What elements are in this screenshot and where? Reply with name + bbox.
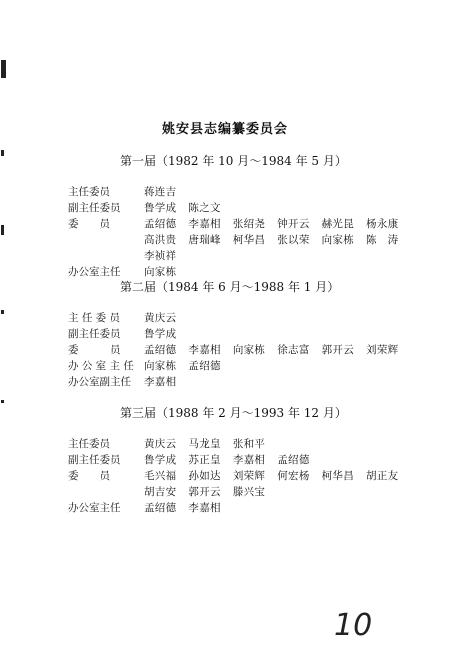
scan-mark	[1, 225, 4, 235]
member-name: 刘荣辉	[366, 344, 399, 356]
member-name: 徐志富	[277, 344, 310, 356]
page-title: 姚安县志编纂委员会	[161, 122, 288, 137]
member-name: 陈 涛	[366, 234, 399, 246]
role-label: 副主任委员	[68, 454, 121, 466]
role-label: 办 公 室 主 任	[68, 360, 134, 372]
member-name: 张以荣	[277, 234, 310, 246]
member-name: 向家栋	[232, 344, 266, 356]
member-name: 黄庆云	[144, 312, 177, 324]
member-names	[144, 326, 188, 341]
member-name: 孟绍德	[144, 218, 177, 230]
member-name: 孟绍德	[188, 360, 221, 372]
scan-mark	[1, 150, 4, 156]
member-name: 孟绍德	[277, 454, 310, 466]
member-names	[144, 200, 233, 215]
member-name: 李嘉相	[188, 218, 221, 230]
member-name: 胡正友	[366, 470, 399, 482]
member-name: 李嘉相	[188, 502, 221, 514]
role-label: 委 员	[68, 344, 121, 356]
role-label: 委 员	[68, 470, 110, 482]
member-names	[144, 500, 233, 515]
member-names	[144, 374, 188, 389]
role-label: 委 员	[68, 218, 110, 230]
member-name: 郭开云	[321, 344, 355, 356]
member-name: 郭开云	[188, 486, 221, 498]
member-name: 滕兴宝	[232, 486, 266, 498]
member-name: 孙如达	[188, 470, 221, 482]
role-label: 主任委员	[68, 438, 110, 450]
member-name: 鲁学成	[144, 328, 177, 340]
term-1-heading: 第一届（1982 年 10 月～1984 年 5 月）	[120, 154, 347, 168]
member-name: 李祯祥	[144, 250, 177, 262]
member-name: 蒋连吉	[144, 186, 177, 198]
member-names	[144, 248, 188, 263]
member-name: 李嘉相	[144, 376, 177, 388]
role-label: 主 任 委 员	[68, 312, 121, 324]
member-names	[144, 216, 410, 231]
member-name: 唐瑞峰	[188, 234, 221, 246]
member-name: 陈之文	[188, 202, 221, 214]
member-name: 胡吉安	[144, 486, 177, 498]
scan-mark	[1, 310, 4, 314]
member-names	[144, 452, 322, 467]
member-name: 刘荣辉	[232, 470, 266, 482]
member-name: 张绍尧	[232, 218, 266, 230]
term-3-heading: 第三届（1988 年 2 月～1993 年 12 月）	[120, 406, 347, 420]
term-2-heading: 第二届（1984 年 6 月～1988 年 1 月）	[120, 280, 340, 294]
member-names	[144, 468, 410, 483]
member-name: 向家栋	[321, 234, 355, 246]
member-name: 孟绍德	[144, 344, 177, 356]
member-names	[144, 358, 233, 373]
member-names	[144, 264, 188, 279]
role-label: 办公室副主任	[68, 376, 131, 388]
role-label: 办公室主任	[68, 502, 121, 514]
member-name: 李嘉相	[188, 344, 221, 356]
role-label: 办公室主任	[68, 266, 121, 278]
member-name: 钟开云	[277, 218, 310, 230]
role-label: 主任委员	[68, 186, 110, 198]
member-name: 向家栋	[144, 360, 177, 372]
scan-mark	[1, 60, 6, 78]
member-names	[144, 184, 188, 199]
member-name: 毛兴福	[144, 470, 177, 482]
member-names	[144, 484, 277, 499]
member-name: 鲁学成	[144, 202, 177, 214]
member-name: 柯华昌	[321, 470, 355, 482]
member-names	[144, 310, 188, 325]
member-names	[144, 342, 410, 357]
page-number: 10	[334, 608, 373, 643]
member-name: 孟绍德	[144, 502, 177, 514]
member-names	[144, 436, 277, 451]
member-name: 何宏杨	[277, 470, 310, 482]
member-name: 杨永康	[366, 218, 399, 230]
member-name: 向家栋	[144, 266, 177, 278]
scan-mark	[1, 400, 4, 403]
member-name: 赫光昆	[321, 218, 355, 230]
role-label: 副主任委员	[68, 202, 121, 214]
member-name: 高洪贵	[144, 234, 177, 246]
scan-edge	[0, 0, 10, 657]
member-name: 马龙皇	[188, 438, 221, 450]
member-name: 黄庆云	[144, 438, 177, 450]
member-name: 柯华昌	[232, 234, 266, 246]
role-label: 副主任委员	[68, 328, 121, 340]
member-name: 李嘉相	[232, 454, 266, 466]
member-name: 张和平	[232, 438, 266, 450]
member-names	[144, 232, 410, 247]
member-name: 苏正皇	[188, 454, 221, 466]
member-name: 鲁学成	[144, 454, 177, 466]
